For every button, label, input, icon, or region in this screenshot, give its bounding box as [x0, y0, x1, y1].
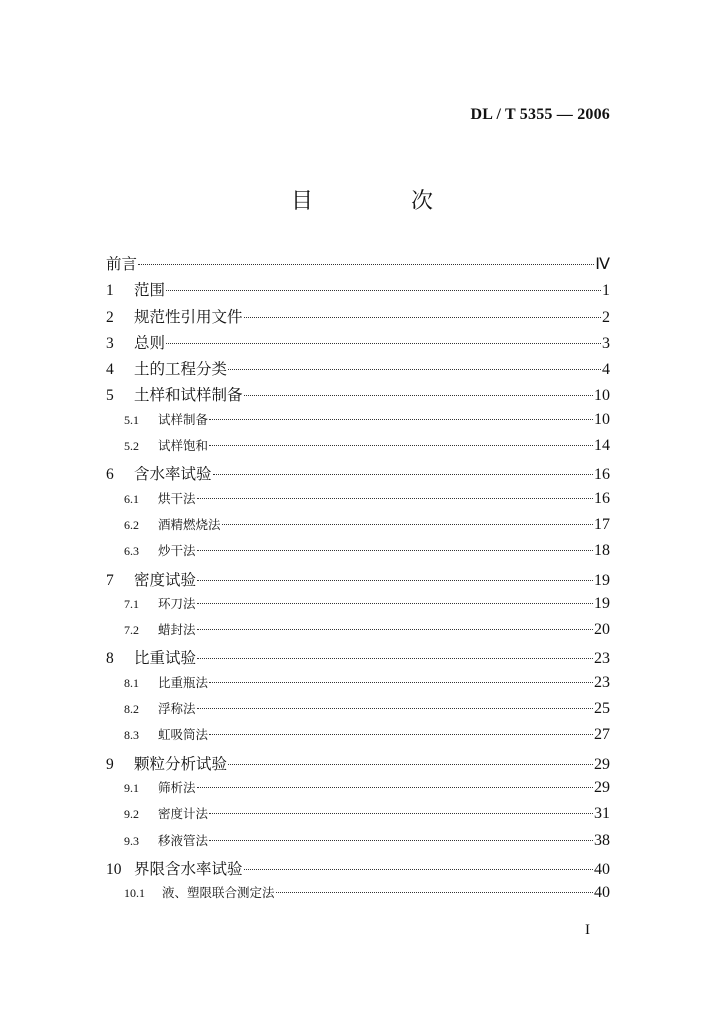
toc-subentry[interactable] [106, 436, 610, 462]
toc-entry[interactable] [106, 857, 610, 883]
toc-entry-number: 8.3 [124, 728, 139, 743]
dot-leader [244, 869, 593, 870]
toc-entry[interactable] [106, 357, 610, 383]
toc-entry-number: 3 [106, 334, 114, 352]
toc-entry-label: 颗粒分析试验 [134, 754, 228, 773]
toc-entry[interactable] [106, 305, 610, 331]
toc-entry-label: 筛析法 [158, 779, 196, 795]
toc-entry-label: 比重试验 [134, 649, 197, 668]
toc-entry-label: 总则 [134, 333, 166, 352]
dot-leader [209, 419, 593, 420]
page-folio: I [585, 922, 590, 938]
toc-entry-page: 18 [594, 542, 610, 560]
toc-entry-number: 10.1 [124, 886, 145, 901]
toc-entry-label: 比重瓶法 [158, 674, 209, 690]
toc-entry-number: 8 [106, 650, 114, 668]
dot-leader [244, 395, 593, 396]
dot-leader [138, 264, 594, 265]
toc-entry-label: 液、塑限联合测定法 [162, 885, 275, 901]
toc-entry-page: 40 [594, 884, 610, 902]
toc-entry[interactable] [106, 462, 610, 488]
dot-leader [209, 682, 593, 683]
toc-subentry[interactable] [106, 725, 610, 751]
toc-subentry[interactable] [106, 699, 610, 725]
dot-leader [222, 524, 593, 525]
toc-entry-page: 40 [594, 860, 610, 878]
dot-leader [276, 892, 593, 893]
toc-entry-page: 14 [594, 437, 610, 455]
toc-entry-label: 虹吸筒法 [158, 727, 209, 743]
toc-entry-number: 4 [106, 361, 114, 379]
toc-entry-number: 7.1 [124, 596, 139, 611]
toc-entry-page: 17 [594, 515, 610, 533]
toc-entry-number: 9.3 [124, 833, 139, 848]
toc-entry-page: 4 [602, 361, 610, 379]
toc-subentry[interactable] [106, 673, 610, 699]
toc-entry[interactable] [106, 278, 610, 304]
toc-entry-page: 16 [594, 489, 610, 507]
toc-entry[interactable] [106, 383, 610, 409]
toc-entry-number: 6 [106, 466, 114, 484]
toc-subentry[interactable] [106, 410, 610, 436]
toc-entry[interactable] [106, 646, 610, 672]
toc-entry[interactable] [106, 331, 610, 357]
dot-leader [209, 813, 593, 814]
toc-entry-number: 6.3 [124, 544, 139, 559]
toc-entry-number: 9 [106, 755, 114, 773]
dot-leader [166, 343, 601, 344]
dot-leader [197, 580, 593, 581]
toc-entry-page: 10 [594, 410, 610, 428]
toc-subentry[interactable] [106, 489, 610, 515]
dot-leader [213, 474, 593, 475]
dot-leader [228, 764, 593, 765]
toc-entry-number: 10 [106, 860, 122, 878]
toc-subentry[interactable] [106, 831, 610, 857]
toc-entry-page: 23 [594, 650, 610, 668]
toc-entry-number: 7 [106, 571, 114, 589]
toc-entry-page: 19 [594, 571, 610, 589]
toc-entry-label: 前言 [106, 255, 138, 273]
toc-entry-page: 29 [594, 778, 610, 796]
toc-entry-label: 移液管法 [158, 832, 209, 848]
dot-leader [197, 708, 593, 709]
toc-entry-number: 5.1 [124, 412, 139, 427]
toc-subentry[interactable] [106, 778, 610, 804]
toc-entry-page: 16 [594, 466, 610, 484]
toc-entry-label: 含水率试验 [134, 465, 212, 484]
toc-entry-label: 密度试验 [134, 570, 197, 589]
toc-entry-number: 9.2 [124, 807, 139, 822]
toc-entry-page: 31 [594, 805, 610, 823]
dot-leader [197, 658, 593, 659]
toc-entry-page: 20 [594, 621, 610, 639]
toc-entry-page: 1 [602, 282, 610, 300]
dot-leader [197, 550, 593, 551]
toc-entry-label: 土样和试样制备 [134, 386, 243, 405]
toc-entry-number: 6.1 [124, 491, 139, 506]
toc-subentry[interactable] [106, 541, 610, 567]
toc-entry-label: 蜡封法 [158, 622, 196, 638]
toc-entry-number: 9.1 [124, 780, 139, 795]
toc-entry-page: 2 [602, 308, 610, 326]
toc-list [106, 252, 610, 909]
toc-entry-number: 8.1 [124, 675, 139, 690]
toc-entry-label: 密度计法 [158, 806, 209, 822]
toc-subentry[interactable] [106, 804, 610, 830]
toc-entry-label: 酒精燃烧法 [158, 516, 221, 532]
dot-leader [244, 317, 601, 318]
toc-entry-number: 1 [106, 282, 114, 300]
toc-entry-label: 试样饱和 [158, 438, 209, 454]
toc-entry-number: 5.2 [124, 439, 139, 454]
toc-entry-number: 8.2 [124, 702, 139, 717]
toc-entry-page: 27 [594, 726, 610, 744]
toc-entry[interactable] [106, 568, 610, 594]
dot-leader [166, 290, 601, 291]
toc-entry-page: 3 [602, 334, 610, 352]
toc-subentry[interactable] [106, 515, 610, 541]
standard-code: DL / T 5355 — 2006 [470, 106, 610, 123]
toc-entry-label: 土的工程分类 [134, 360, 228, 379]
toc-entry-number: 5 [106, 387, 114, 405]
toc-entry-label: 环刀法 [158, 595, 196, 611]
toc-entry[interactable] [106, 252, 610, 278]
toc-subentry[interactable] [106, 620, 610, 646]
toc-entry-label: 浮称法 [158, 701, 196, 717]
toc-entry-label: 界限含水率试验 [134, 859, 243, 878]
toc-entry-page: 38 [594, 831, 610, 849]
toc-entry-page: 25 [594, 700, 610, 718]
dot-leader [197, 787, 593, 788]
dot-leader [197, 603, 593, 604]
toc-entry-page: Ⅳ [595, 256, 610, 273]
toc-entry-label: 规范性引用文件 [134, 307, 243, 326]
toc-entry-page: 23 [594, 673, 610, 691]
toc-entry-page: 19 [594, 594, 610, 612]
dot-leader [197, 498, 593, 499]
toc-subentry[interactable] [106, 883, 610, 909]
dot-leader [197, 629, 593, 630]
toc-subentry[interactable] [106, 594, 610, 620]
toc-title: 目 次 [290, 189, 471, 214]
toc-entry[interactable] [106, 752, 610, 778]
toc-entry-label: 烘干法 [158, 490, 196, 506]
dot-leader [209, 445, 593, 446]
toc-entry-number: 2 [106, 308, 114, 326]
toc-entry-page: 10 [594, 387, 610, 405]
dot-leader [228, 369, 601, 370]
toc-entry-label: 炒干法 [158, 543, 196, 559]
dot-leader [209, 734, 593, 735]
toc-entry-label: 范围 [134, 281, 166, 300]
dot-leader [209, 840, 593, 841]
toc-entry-number: 6.2 [124, 517, 139, 532]
toc-entry-number: 7.2 [124, 623, 139, 638]
toc-entry-label: 试样制备 [158, 411, 209, 427]
toc-entry-page: 29 [594, 755, 610, 773]
